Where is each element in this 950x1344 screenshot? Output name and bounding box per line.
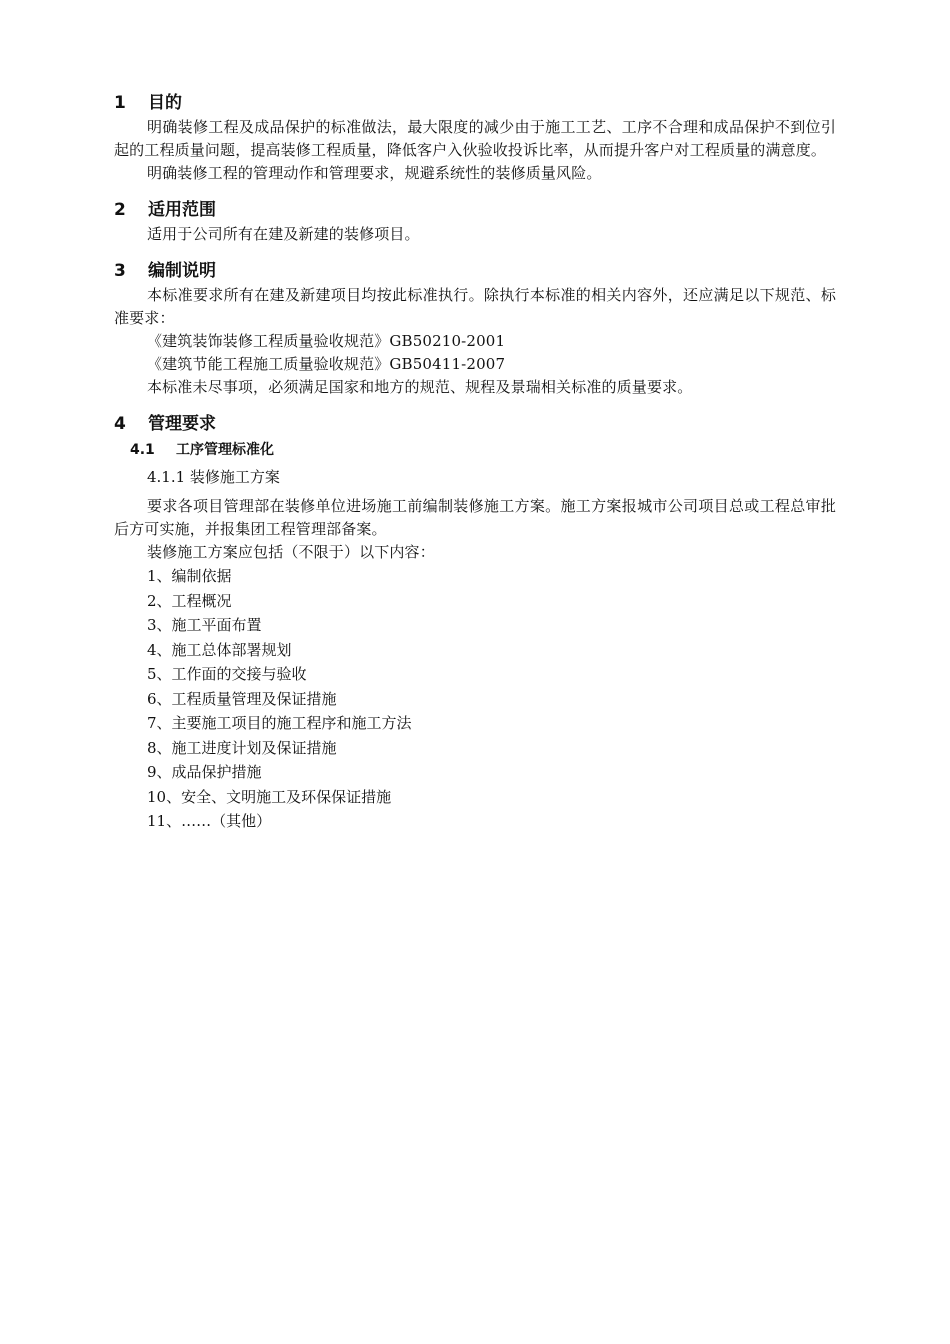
list-item: 5、工作面的交接与验收 (147, 665, 307, 683)
list-item: 10、安全、文明施工及环保保证措施 (147, 787, 392, 806)
content-list (114, 564, 836, 834)
section-number: 1 (114, 93, 126, 113)
list-item: 4、施工总体部署规划 (147, 640, 292, 659)
section-title: 目的 (148, 93, 182, 113)
section-4-heading (114, 411, 836, 437)
section-1-heading (114, 90, 836, 116)
section-number: 3 (114, 261, 126, 281)
paragraph: 适用于公司所有在建及新建的装修项目。 (147, 225, 420, 243)
paragraph: 要求各项目管理部在装修单位进场施工前编制装修施工方案。施工方案报城市公司项目总或工程总审批后方可实施，并报集团工程管理部备案。 (114, 497, 836, 538)
paragraph: 明确装修工程及成品保护的标准做法，最大限度的减少由于施工工艺、工序不合理和成品保护不到位引起的工程质量问题，提高装修工程质量，降低客户入伙验收投诉比率，从而提升客户对工程质量的满意度。 (114, 118, 836, 159)
document-page (114, 90, 836, 834)
reference-standard: 《建筑节能工程施工质量验收规范》GB50411-2007 (147, 355, 506, 373)
list-item: 6、工程质量管理及保证措施 (147, 689, 337, 708)
section-title: 编制说明 (148, 261, 216, 281)
subsection-heading (130, 437, 836, 463)
section-title: 管理要求 (148, 414, 216, 434)
paragraph: 本标准未尽事项，必须满足国家和地方的规范、规程及景瑞相关标准的质量要求。 (147, 378, 693, 396)
section-number: 2 (114, 200, 126, 220)
reference-standard: 《建筑装饰装修工程质量验收规范》GB50210-2001 (147, 332, 506, 350)
list-item: 9、成品保护措施 (147, 763, 262, 781)
paragraph: 装修施工方案应包括（不限于）以下内容： (147, 543, 435, 561)
paragraph: 明确装修工程的管理动作和管理要求，规避系统性的装修质量风险。 (147, 164, 602, 182)
list-item: 7、主要施工项目的施工程序和施工方法 (147, 714, 412, 732)
section-2-heading (114, 197, 836, 223)
section-number: 4 (114, 414, 126, 434)
subsection-number: 4.1 (130, 442, 155, 458)
subsection-title: 工序管理标准化 (176, 442, 274, 458)
list-item: 11、……（其他） (147, 812, 272, 830)
section-title: 适用范围 (148, 200, 216, 220)
list-item: 8、施工进度计划及保证措施 (147, 738, 337, 757)
paragraph: 本标准要求所有在建及新建项目均按此标准执行。除执行本标准的相关内容外，还应满足以下规范、标准要求： (114, 286, 836, 327)
section-3-heading (114, 258, 836, 284)
list-item: 3、施工平面布置 (147, 616, 262, 634)
subsubsection-heading: 4.1.1 装修施工方案 (147, 468, 280, 486)
list-item: 1、编制依据 (147, 567, 232, 585)
list-item: 2、工程概况 (147, 591, 232, 610)
